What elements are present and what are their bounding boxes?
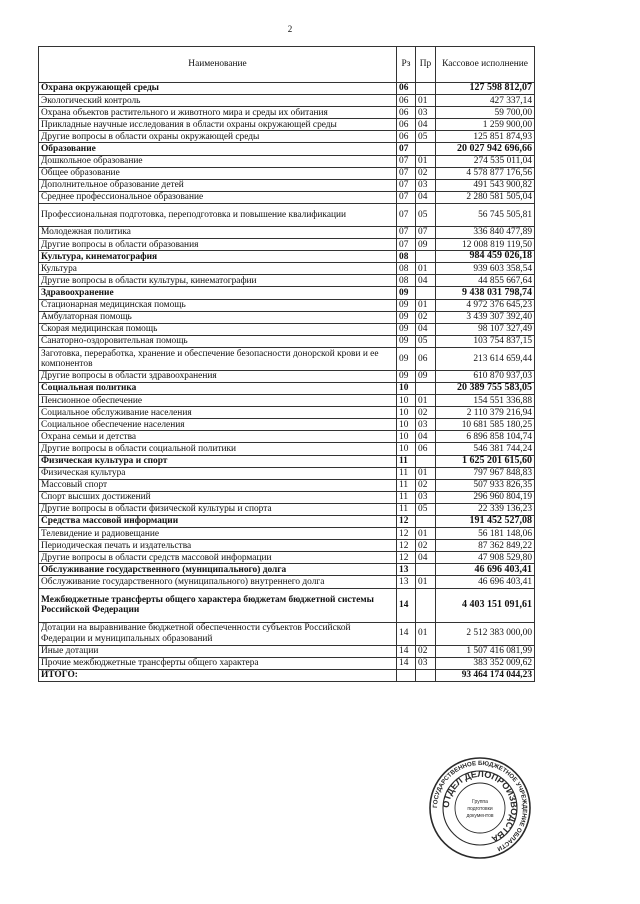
cell-pr: 04 (416, 431, 436, 443)
cell-amount: 491 543 900,82 (436, 179, 535, 191)
cell-rz: 09 (397, 323, 416, 335)
cell-amount: 546 381 744,24 (436, 443, 535, 455)
section-row (39, 516, 535, 528)
cell-name: Социальная политика (39, 382, 397, 394)
cell-name: Санаторно-оздоровительная помощь (39, 335, 397, 347)
cell-rz: 07 (397, 167, 416, 179)
cell-pr: 03 (416, 657, 436, 669)
cell-rz: 12 (397, 540, 416, 552)
header-name: Наименование (39, 47, 397, 83)
cell-amount: 427 337,14 (436, 95, 535, 107)
cell-amount: 939 603 358,54 (436, 263, 535, 275)
table-row (39, 239, 535, 251)
cell-name: Охрана семьи и детства (39, 431, 397, 443)
cell-name: Амбулаторная помощь (39, 311, 397, 323)
cell-rz: 06 (397, 119, 416, 131)
cell-rz: 11 (397, 491, 416, 503)
cell-name: Здравоохранение (39, 287, 397, 299)
cell-pr: 05 (416, 131, 436, 143)
cell-rz: 06 (397, 131, 416, 143)
cell-rz: 07 (397, 226, 416, 238)
cell-rz: 14 (397, 588, 416, 622)
cell-rz: 10 (397, 407, 416, 419)
cell-amount: 1 259 900,00 (436, 119, 535, 131)
table-body (39, 83, 535, 670)
table-row (39, 226, 535, 238)
cell-pr (416, 516, 436, 528)
cell-pr: 03 (416, 491, 436, 503)
cell-name: Телевидение и радиовещание (39, 528, 397, 540)
cell-amount: 610 870 937,03 (436, 370, 535, 382)
cell-amount: 10 681 585 180,25 (436, 419, 535, 431)
cell-pr: 03 (416, 179, 436, 191)
cell-rz: 06 (397, 107, 416, 119)
cell-name: Межбюджетные трансферты общего характера бюджетам бюджетной системы Российской Федерации (39, 588, 397, 622)
cell-name: Профессиональная подготовка, переподготовка и повышение квалификации (39, 203, 397, 226)
cell-amount: 274 535 011,04 (436, 155, 535, 167)
table-row (39, 431, 535, 443)
cell-amount: 6 896 858 104,74 (436, 431, 535, 443)
total-rz (397, 669, 416, 681)
cell-rz: 14 (397, 657, 416, 669)
table-row (39, 395, 535, 407)
cell-pr: 02 (416, 311, 436, 323)
cell-rz: 07 (397, 155, 416, 167)
cell-amount: 87 362 849,22 (436, 540, 535, 552)
table-row (39, 540, 535, 552)
total-pr (416, 669, 436, 681)
cell-pr: 07 (416, 226, 436, 238)
cell-name: Другие вопросы в области социальной политики (39, 443, 397, 455)
section-row (39, 564, 535, 576)
section-row (39, 455, 535, 467)
cell-rz: 13 (397, 576, 416, 588)
cell-pr: 04 (416, 323, 436, 335)
cell-amount: 98 107 327,49 (436, 323, 535, 335)
cell-rz: 12 (397, 516, 416, 528)
cell-amount: 154 551 336,88 (436, 395, 535, 407)
cell-pr: 03 (416, 419, 436, 431)
stamp-center-line: подготовки (467, 806, 493, 812)
table-row (39, 275, 535, 287)
cell-amount: 20 027 942 696,66 (436, 143, 535, 155)
cell-amount: 4 403 151 091,61 (436, 588, 535, 622)
cell-name: Другие вопросы в области охраны окружающей среды (39, 131, 397, 143)
cell-name: Средства массовой информации (39, 516, 397, 528)
cell-rz: 09 (397, 311, 416, 323)
cell-name: Дошкольное образование (39, 155, 397, 167)
cell-amount: 103 754 837,15 (436, 335, 535, 347)
cell-amount: 336 840 477,89 (436, 226, 535, 238)
cell-pr (416, 251, 436, 263)
cell-pr (416, 564, 436, 576)
cell-name: Охрана окружающей среды (39, 83, 397, 95)
cell-rz: 09 (397, 287, 416, 299)
cell-pr (416, 143, 436, 155)
cell-pr (416, 382, 436, 394)
cell-amount: 2 110 379 216,94 (436, 407, 535, 419)
cell-amount: 127 598 812,07 (436, 83, 535, 95)
cell-name: Среднее профессиональное образование (39, 191, 397, 203)
cell-rz: 10 (397, 382, 416, 394)
cell-name: Массовый спорт (39, 479, 397, 491)
cell-name: Прочие межбюджетные трансферты общего характера (39, 657, 397, 669)
cell-rz: 10 (397, 443, 416, 455)
cell-amount: 507 933 826,35 (436, 479, 535, 491)
table-row (39, 131, 535, 143)
cell-name: Охрана объектов растительного и животного мира и среды их обитания (39, 107, 397, 119)
cell-amount: 44 855 667,64 (436, 275, 535, 287)
cell-name: Общее образование (39, 167, 397, 179)
cell-name: Стационарная медицинская помощь (39, 299, 397, 311)
cell-name: Молодежная политика (39, 226, 397, 238)
cell-rz: 10 (397, 419, 416, 431)
cell-name: Другие вопросы в области образования (39, 239, 397, 251)
cell-amount: 984 459 026,18 (436, 251, 535, 263)
cell-pr: 01 (416, 467, 436, 479)
table-row (39, 299, 535, 311)
table-row (39, 311, 535, 323)
cell-name: Заготовка, переработка, хранение и обеспечение безопасности донорской крови и ее компонентов (39, 347, 397, 370)
cell-name: Социальное обслуживание населения (39, 407, 397, 419)
total-row (39, 669, 535, 681)
cell-rz: 08 (397, 275, 416, 287)
table-row (39, 503, 535, 515)
table-row (39, 179, 535, 191)
table-row (39, 323, 535, 335)
section-row (39, 143, 535, 155)
table-row (39, 191, 535, 203)
header-pr: Пр (416, 47, 436, 83)
cell-pr: 02 (416, 645, 436, 657)
cell-amount: 12 008 819 119,50 (436, 239, 535, 251)
cell-pr: 01 (416, 576, 436, 588)
table-row (39, 370, 535, 382)
table-row (39, 645, 535, 657)
cell-name: Прикладные научные исследования в области охраны окружающей среды (39, 119, 397, 131)
cell-amount: 797 967 848,83 (436, 467, 535, 479)
cell-amount: 1 625 201 615,60 (436, 455, 535, 467)
cell-rz: 07 (397, 203, 416, 226)
cell-name: Периодическая печать и издательства (39, 540, 397, 552)
table-row (39, 167, 535, 179)
cell-name: Другие вопросы в области средств массовой информации (39, 552, 397, 564)
cell-name: Другие вопросы в области физической культуры и спорта (39, 503, 397, 515)
table-header-row (39, 47, 535, 83)
cell-name: Социальное обеспечение населения (39, 419, 397, 431)
page-number: 2 (287, 24, 293, 34)
table-row (39, 528, 535, 540)
section-row (39, 287, 535, 299)
cell-amount: 2 512 383 000,00 (436, 622, 535, 645)
cell-amount: 22 339 136,23 (436, 503, 535, 515)
cell-rz: 08 (397, 251, 416, 263)
section-row (39, 251, 535, 263)
cell-amount: 1 507 416 081,99 (436, 645, 535, 657)
cell-rz: 09 (397, 335, 416, 347)
cell-pr: 09 (416, 239, 436, 251)
cell-rz: 10 (397, 431, 416, 443)
cell-name: Дополнительное образование детей (39, 179, 397, 191)
cell-amount: 9 438 031 798,74 (436, 287, 535, 299)
table-row (39, 491, 535, 503)
cell-amount: 20 389 755 583,05 (436, 382, 535, 394)
cell-amount: 47 908 529,80 (436, 552, 535, 564)
cell-pr: 02 (416, 407, 436, 419)
cell-amount: 4 578 877 176,56 (436, 167, 535, 179)
table-row (39, 443, 535, 455)
cell-rz: 09 (397, 370, 416, 382)
cell-pr: 01 (416, 263, 436, 275)
table-row (39, 119, 535, 131)
cell-amount: 3 439 307 392,40 (436, 311, 535, 323)
cell-pr (416, 588, 436, 622)
cell-rz: 13 (397, 564, 416, 576)
cell-amount: 2 280 581 505,04 (436, 191, 535, 203)
cell-name: Пенсионное обеспечение (39, 395, 397, 407)
table-row (39, 407, 535, 419)
cell-pr: 04 (416, 552, 436, 564)
official-stamp (428, 756, 532, 860)
cell-pr: 01 (416, 395, 436, 407)
table-row (39, 576, 535, 588)
cell-pr: 09 (416, 370, 436, 382)
table-row (39, 335, 535, 347)
cell-rz: 07 (397, 191, 416, 203)
table-row (39, 479, 535, 491)
cell-pr: 06 (416, 347, 436, 370)
cell-rz: 12 (397, 552, 416, 564)
cell-pr: 01 (416, 299, 436, 311)
cell-rz: 08 (397, 263, 416, 275)
cell-rz: 07 (397, 143, 416, 155)
cell-pr: 03 (416, 107, 436, 119)
cell-pr: 04 (416, 275, 436, 287)
cell-rz: 12 (397, 528, 416, 540)
cell-pr: 01 (416, 95, 436, 107)
cell-pr (416, 287, 436, 299)
cell-pr (416, 455, 436, 467)
cell-name: Дотации на выравнивание бюджетной обеспеченности субъектов Российской Федерации и муниципальных образований (39, 622, 397, 645)
cell-pr (416, 83, 436, 95)
cell-rz: 11 (397, 479, 416, 491)
table-row (39, 203, 535, 226)
cell-name: Образование (39, 143, 397, 155)
cell-amount: 56 181 148,06 (436, 528, 535, 540)
cell-rz: 14 (397, 645, 416, 657)
cell-pr: 01 (416, 155, 436, 167)
table-row (39, 552, 535, 564)
table-row (39, 263, 535, 275)
cell-pr: 04 (416, 119, 436, 131)
header-amount: Кассовое исполнение (436, 47, 535, 83)
stamp-outer-text: ГОСУДАРСТВЕННОЕ БЮДЖЕТНОЕ УЧРЕЖДЕНИЕ ОБЛАСТИ (431, 759, 529, 853)
cell-rz: 07 (397, 179, 416, 191)
cell-name: Другие вопросы в области здравоохранения (39, 370, 397, 382)
cell-amount: 46 696 403,41 (436, 576, 535, 588)
cell-name: Иные дотации (39, 645, 397, 657)
stamp-center-line: Группа (472, 799, 488, 805)
cell-pr: 01 (416, 528, 436, 540)
cell-rz: 06 (397, 95, 416, 107)
cell-pr: 04 (416, 191, 436, 203)
cell-amount: 383 352 009,62 (436, 657, 535, 669)
table-row (39, 622, 535, 645)
cell-pr: 05 (416, 203, 436, 226)
table-row (39, 347, 535, 370)
cell-pr: 02 (416, 479, 436, 491)
cell-name: Культура, кинематография (39, 251, 397, 263)
cell-rz: 07 (397, 239, 416, 251)
cell-amount: 125 851 874,93 (436, 131, 535, 143)
budget-table (38, 46, 535, 682)
cell-name: Скорая медицинская помощь (39, 323, 397, 335)
cell-amount: 46 696 403,41 (436, 564, 535, 576)
table-row (39, 467, 535, 479)
cell-pr: 05 (416, 503, 436, 515)
cell-rz: 11 (397, 503, 416, 515)
cell-name: Другие вопросы в области культуры, кинематографии (39, 275, 397, 287)
cell-pr: 05 (416, 335, 436, 347)
table-row (39, 419, 535, 431)
cell-rz: 09 (397, 347, 416, 370)
cell-pr: 01 (416, 622, 436, 645)
cell-amount: 59 700,00 (436, 107, 535, 119)
stamp-inner-text: ОТДЕЛ ДЕЛОПРОИЗВОДСТВА (440, 768, 520, 845)
cell-name: Физическая культура (39, 467, 397, 479)
cell-name: Обслуживание государственного (муниципального) долга (39, 564, 397, 576)
cell-amount: 296 960 804,19 (436, 491, 535, 503)
section-row (39, 83, 535, 95)
cell-rz: 11 (397, 455, 416, 467)
cell-amount: 4 972 376 645,23 (436, 299, 535, 311)
cell-rz: 06 (397, 83, 416, 95)
stamp-center-line: документов (466, 813, 494, 819)
header-rz: Рз (397, 47, 416, 83)
cell-rz: 09 (397, 299, 416, 311)
cell-amount: 213 614 659,44 (436, 347, 535, 370)
cell-rz: 11 (397, 467, 416, 479)
table-row (39, 155, 535, 167)
cell-name: Спорт высших достижений (39, 491, 397, 503)
cell-amount: 191 452 527,08 (436, 516, 535, 528)
table-row (39, 95, 535, 107)
table-row (39, 657, 535, 669)
total-amount: 93 464 174 044,23 (436, 669, 535, 681)
section-row (39, 588, 535, 622)
cell-name: Культура (39, 263, 397, 275)
cell-rz: 10 (397, 395, 416, 407)
section-row (39, 382, 535, 394)
cell-pr: 06 (416, 443, 436, 455)
cell-amount: 56 745 505,81 (436, 203, 535, 226)
cell-name: Физическая культура и спорт (39, 455, 397, 467)
cell-name: Экологический контроль (39, 95, 397, 107)
cell-pr: 02 (416, 540, 436, 552)
total-label: ИТОГО: (39, 669, 397, 681)
table-row (39, 107, 535, 119)
cell-name: Обслуживание государственного (муниципального) внутреннего долга (39, 576, 397, 588)
cell-pr: 02 (416, 167, 436, 179)
cell-rz: 14 (397, 622, 416, 645)
